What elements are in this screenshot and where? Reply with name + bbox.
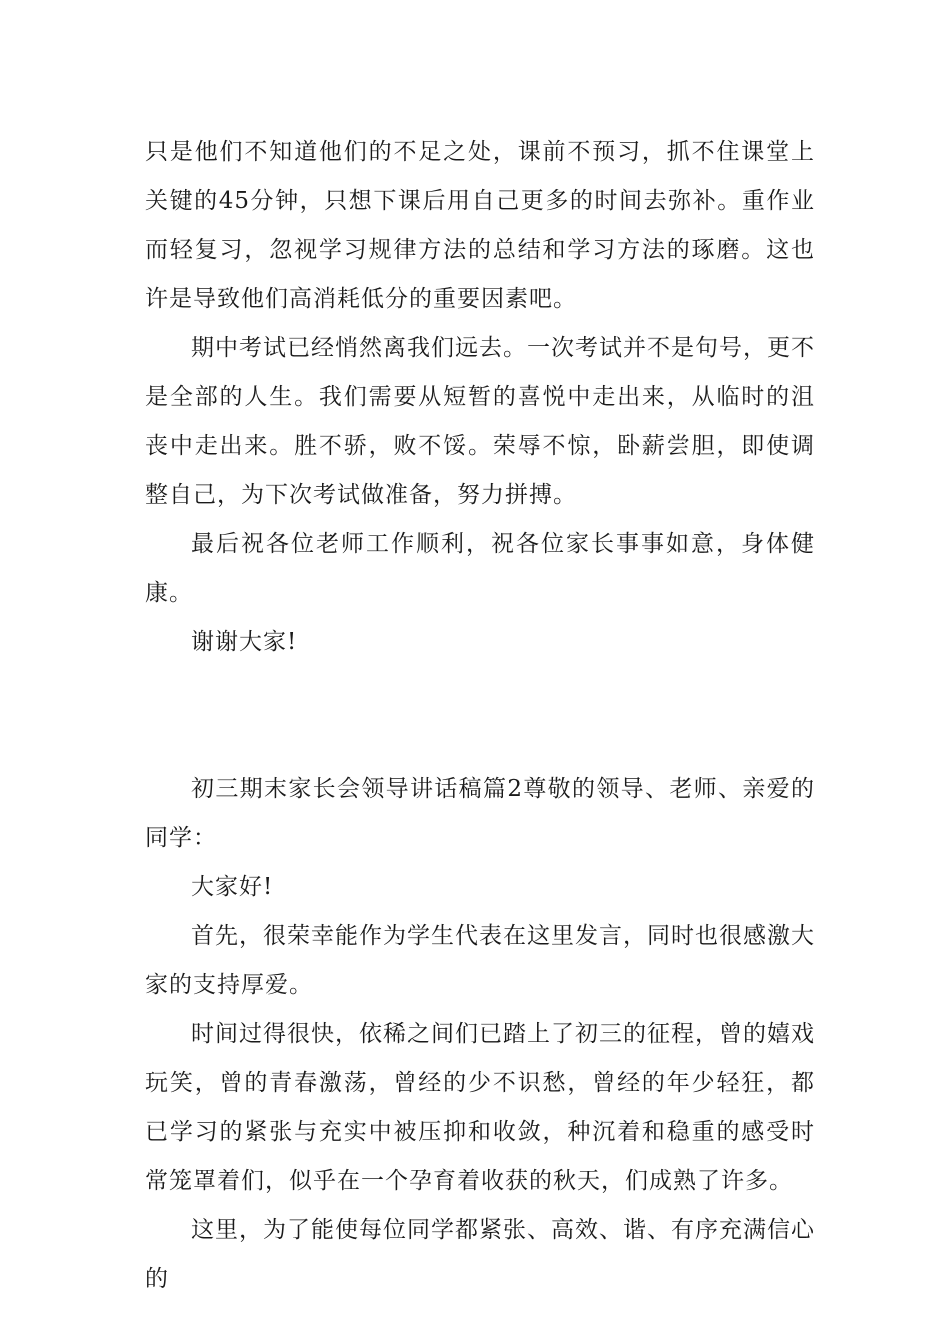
section-gap	[145, 667, 815, 765]
paragraph-greeting: 大家好!	[191, 874, 274, 900]
paragraph-midterm: 期中考试已经悄然离我们远去。一次考试并不是句号，更不是全部的人生。我们需要从短暂的喜悦中走出来，从临时的沮丧中走出来。胜不骄，败不馁。荣辱不惊，卧薪尝胆，即使调整自己，为下次考试做准备，努力拼搏。	[145, 335, 815, 508]
document-body	[145, 128, 815, 1304]
paragraph-wishes: 最后祝各位老师工作顺利，祝各位家长事事如意，身体健康。	[145, 531, 815, 606]
section-heading-speech-2: 初三期末家长会领导讲话稿篇2尊敬的领导、老师、亲爱的同学：	[145, 776, 815, 851]
paragraph-introduction: 首先，很荣幸能作为学生代表在这里发言，同时也很感激大家的支持厚爱。	[145, 923, 815, 998]
paragraph-continuation: 只是他们不知道他们的不足之处，课前不预习，抓不住课堂上关键的45分钟，只想下课后用自己更多的时间去弥补。重作业而轻复习，忽视学习规律方法的总结和学习方法的琢磨。这也许是导致他们高消耗低分的重要因素吧。	[145, 139, 815, 312]
paragraph-final-partial: 这里，为了能使每位同学都紧张、高效、谐、有序充满信心的	[145, 1217, 815, 1292]
paragraph-thanks: 谢谢大家!	[191, 629, 298, 655]
paragraph-time-passing: 时间过得很快，依稀之间们已踏上了初三的征程，曾的嬉戏玩笑，曾的青春激荡，曾经的少不识愁，曾经的年少轻狂，都已学习的紧张与充实中被压抑和收敛，种沉着和稳重的感受时常笼罩着们，似乎在一个孕育着收获的秋天，们成熟了许多。	[145, 1021, 815, 1194]
